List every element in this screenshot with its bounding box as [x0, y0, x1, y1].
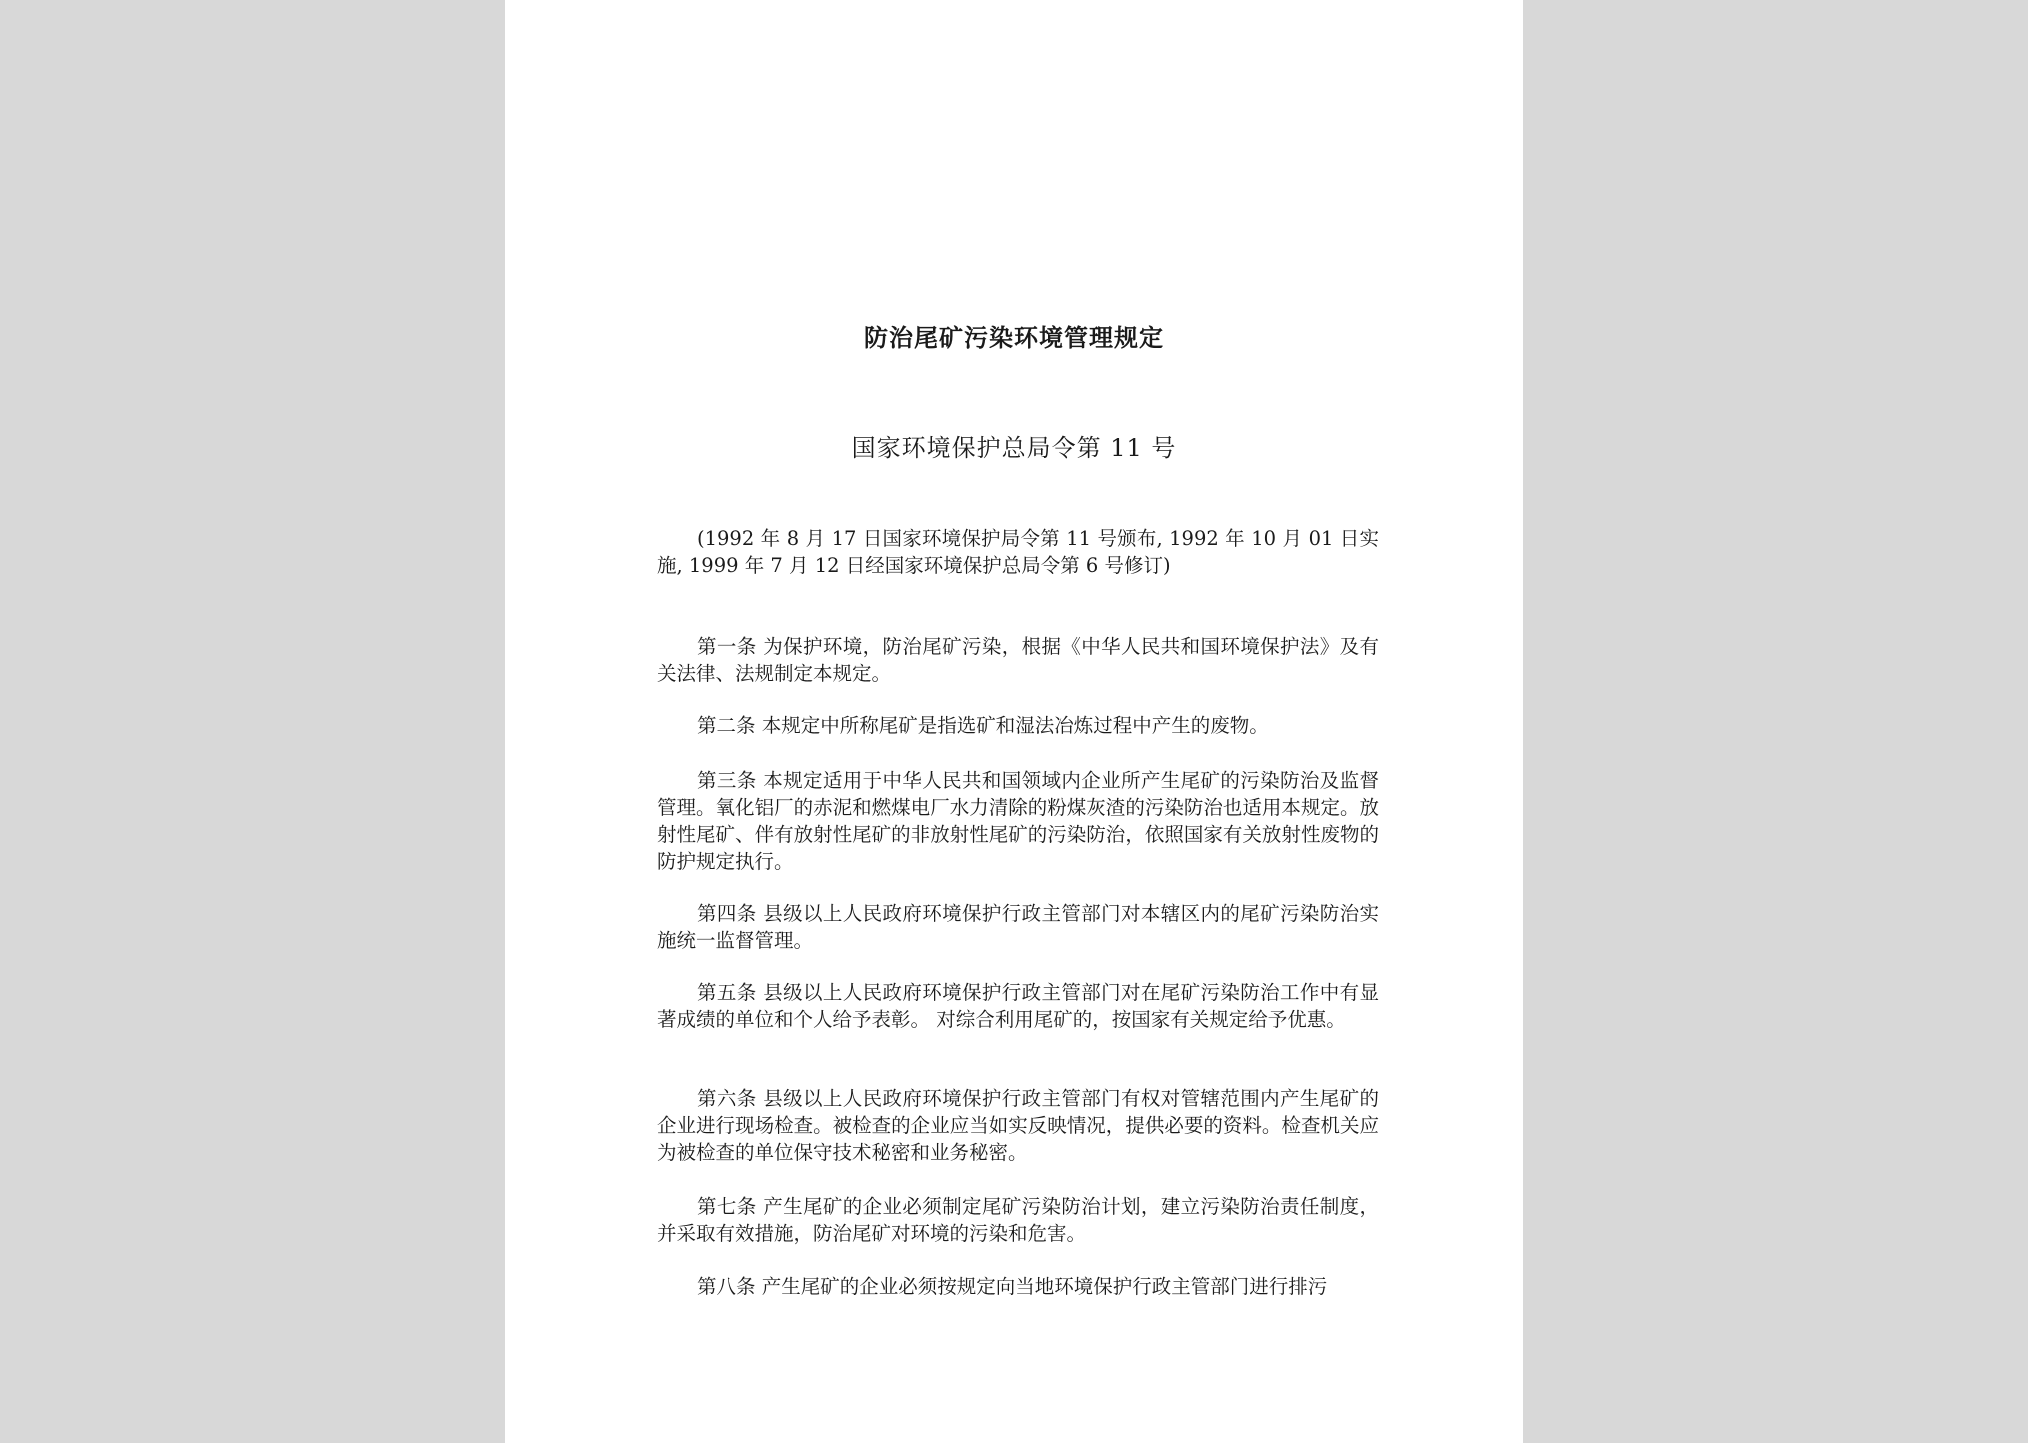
- document-page: [505, 0, 1523, 1443]
- document-title: 防治尾矿污染环境管理规定: [864, 323, 1164, 352]
- article-3: 第三条 本规定适用于中华人民共和国领域内企业所产生尾矿的污染防治及监督管理。氧化铝厂的赤泥和燃煤电厂水力清除的粉煤灰渣的污染防治也适用本规定。放射性尾矿、伴有放射性尾矿的非放射性尾矿的污染防治，依照国家有关放射性废物的防护规定执行。: [657, 769, 1379, 873]
- article-4: 第四条 县级以上人民政府环境保护行政主管部门对本辖区内的尾矿污染防治实施统一监督管理。: [657, 902, 1379, 952]
- article-1: 第一条 为保护环境，防治尾矿污染，根据《中华人民共和国环境保护法》及有关法律、法规制定本规定。: [657, 635, 1379, 685]
- article-6: 第六条 县级以上人民政府环境保护行政主管部门有权对管辖范围内产生尾矿的企业进行现场检查。被检查的企业应当如实反映情况，提供必要的资料。检查机关应为被检查的单位保守技术秘密和业务秘密。: [657, 1087, 1379, 1164]
- document-subtitle: 国家环境保护总局令第 11 号: [851, 434, 1177, 462]
- article-5: 第五条 县级以上人民政府环境保护行政主管部门对在尾矿污染防治工作中有显著成绩的单位和个人给予表彰。 对综合利用尾矿的，按国家有关规定给予优惠。: [657, 981, 1379, 1031]
- article-2: 第二条 本规定中所称尾矿是指选矿和湿法冶炼过程中产生的废物。: [697, 714, 1269, 737]
- revision-note: (1992 年 8 月 17 日国家环境保护局令第 11 号颁布, 1992 年 10 月 01 日实施, 1999 年 7 月 12 日经国家环境保护总局令第 6 号修订): [657, 527, 1379, 577]
- article-8: 第八条 产生尾矿的企业必须按规定向当地环境保护行政主管部门进行排污: [697, 1275, 1328, 1298]
- article-7: 第七条 产生尾矿的企业必须制定尾矿污染防治计划，建立污染防治责任制度，并采取有效措施，防治尾矿对环境的污染和危害。: [657, 1195, 1379, 1245]
